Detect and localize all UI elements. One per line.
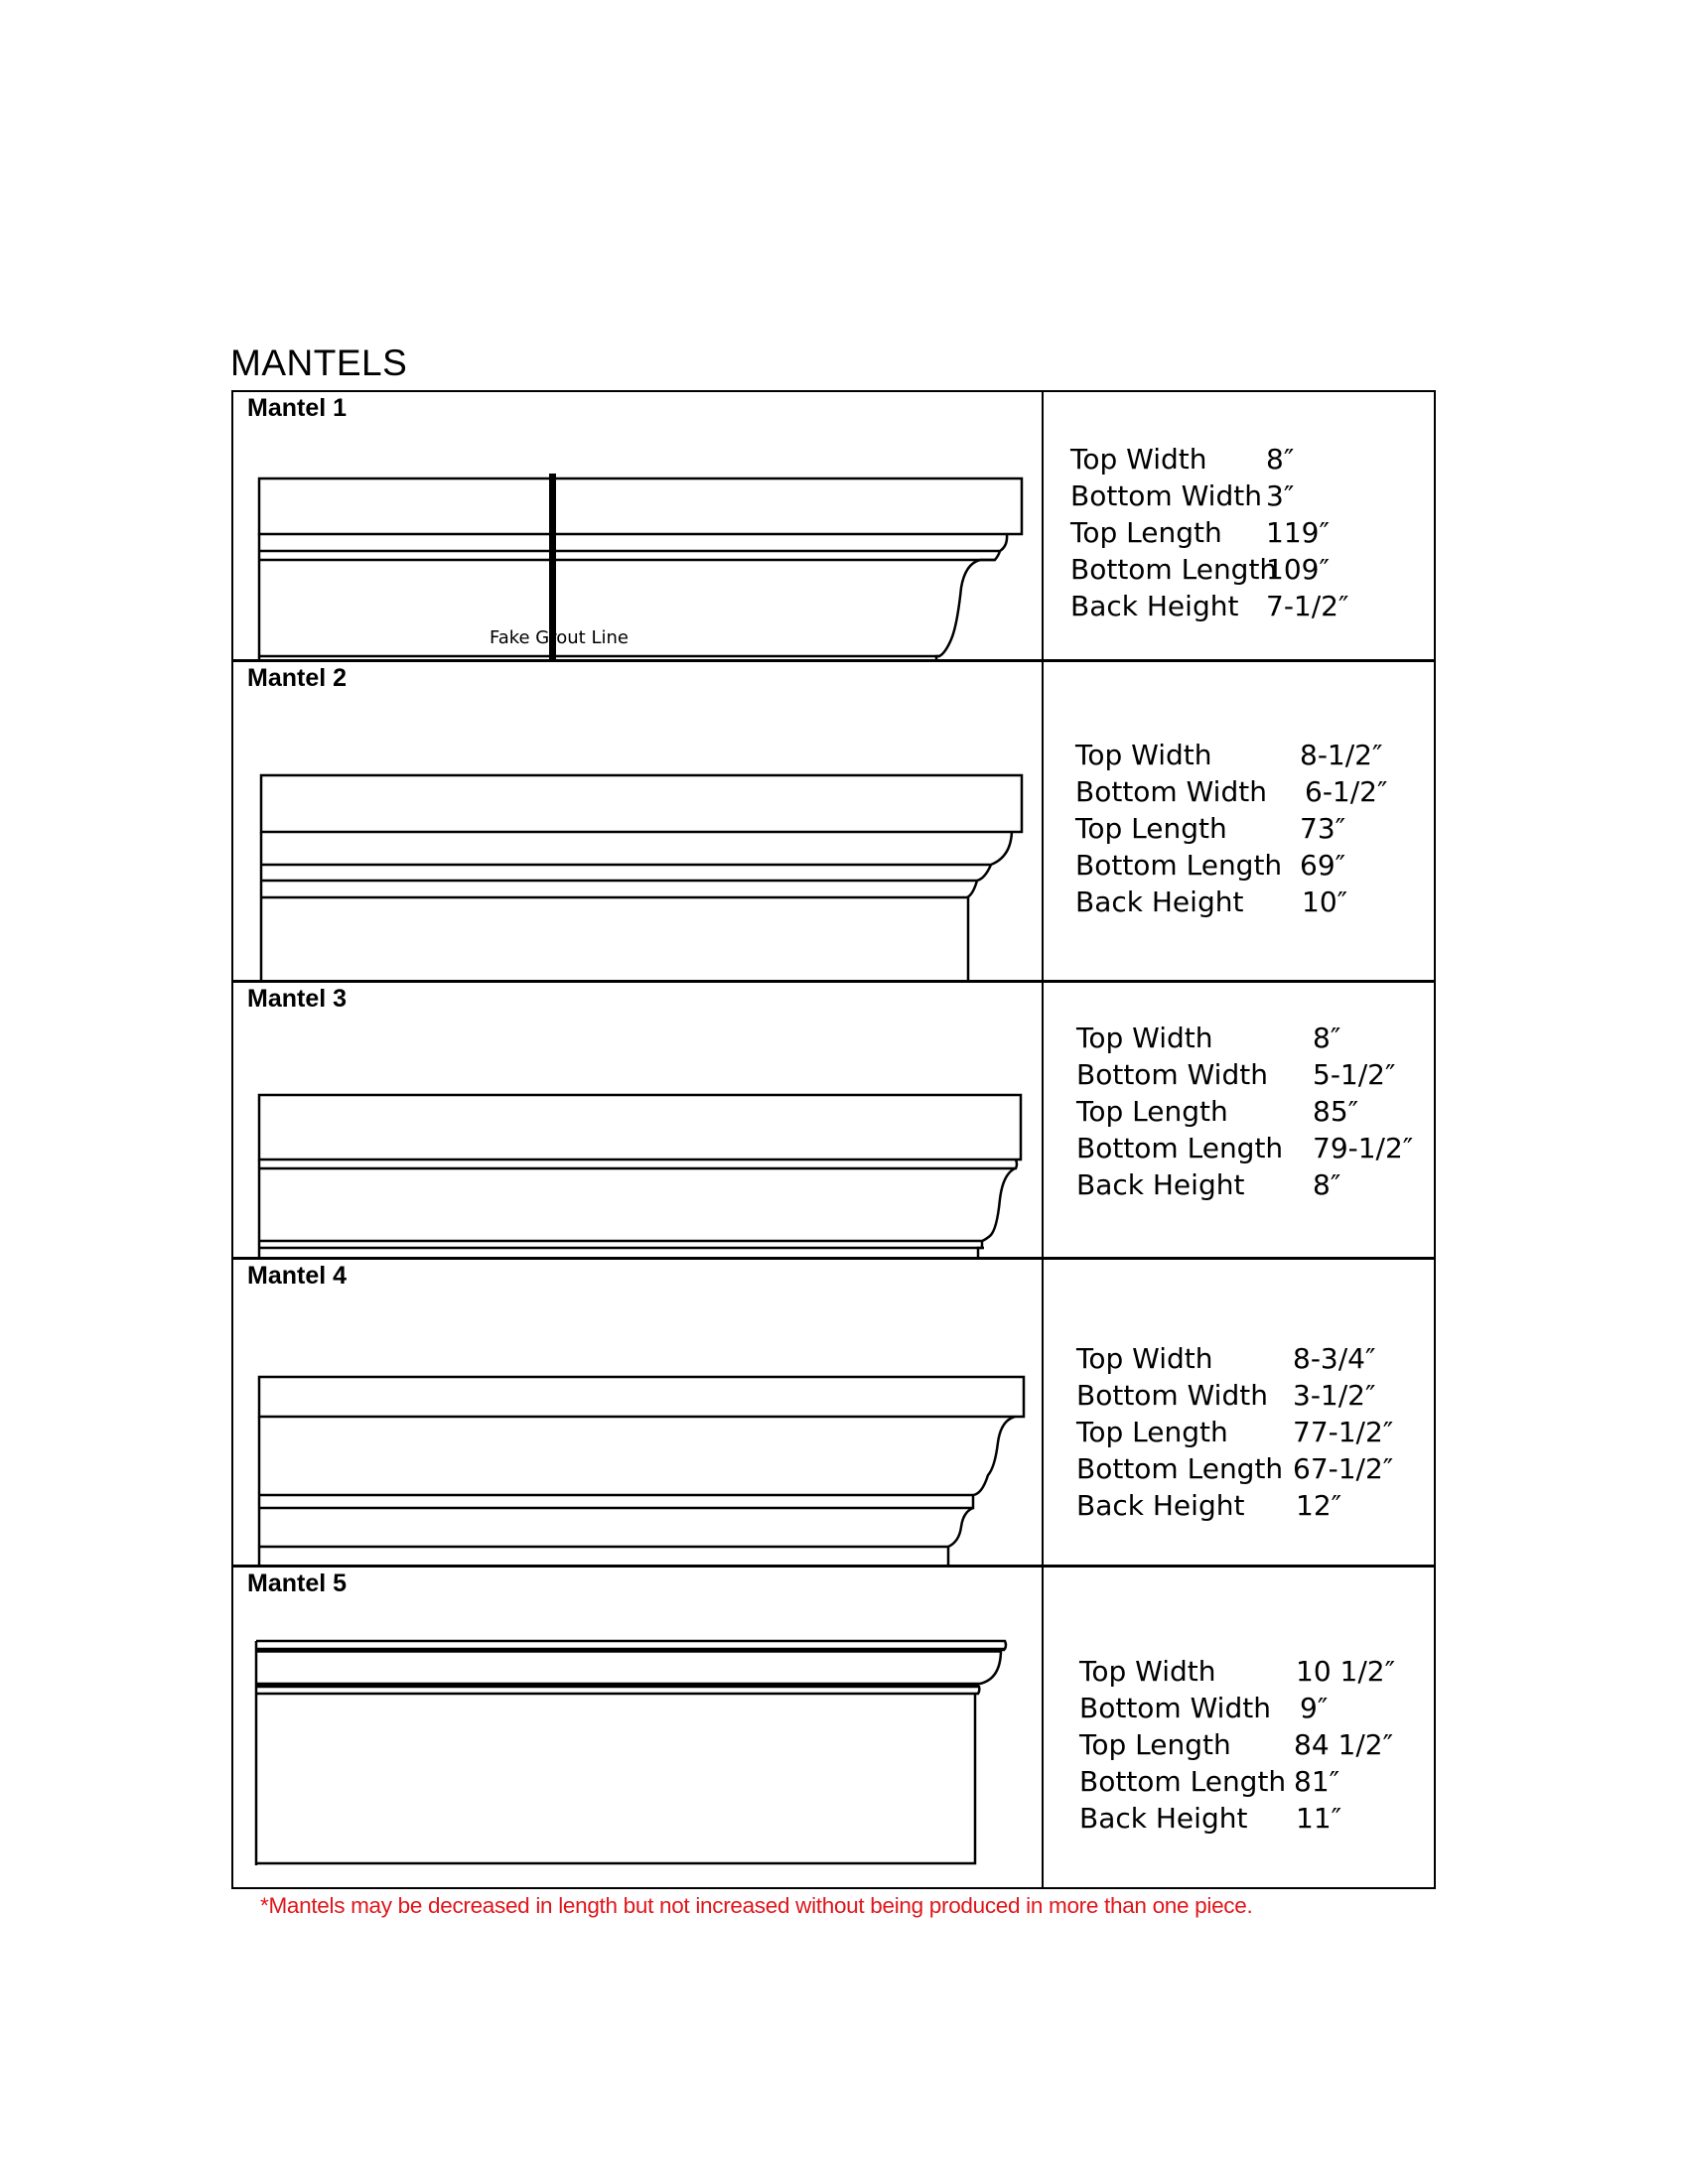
spec-value: 3″ [1266,479,1295,512]
spec-value: 8-1/2″ [1300,739,1383,771]
mantels-table [231,390,1436,1889]
spec-row [1076,1056,1413,1093]
spec-name: Bottom Length [1076,1132,1284,1164]
spec-row [1076,1340,1393,1377]
spec-value: 10″ [1302,886,1348,918]
spec-row [1076,1377,1393,1414]
spec-name: Bottom Length [1079,1765,1287,1798]
spec-value: 5-1/2″ [1313,1058,1396,1091]
mantel-row-2 [233,659,1434,980]
mantel-4-specs-cell [1044,1260,1434,1565]
mantel-1-label: Mantel 1 [247,394,348,422]
spec-name: Bottom Length [1075,849,1283,882]
mantel-4-specs [1076,1340,1393,1524]
spec-value: 69″ [1300,849,1346,882]
spec-row [1070,588,1348,624]
spec-row [1070,441,1348,478]
spec-value: 77-1/2″ [1293,1416,1394,1448]
mantel-3-profile-drawing [233,983,1044,1260]
mantel-5-specs [1079,1653,1395,1837]
spec-name: Bottom Width [1079,1692,1271,1724]
footnote: *Mantels may be decreased in length but not increased without being produced in more than one piece. [260,1893,1253,1918]
spec-value: 6-1/2″ [1305,775,1388,808]
spec-value: 85″ [1313,1095,1359,1128]
spec-value: 8″ [1266,443,1295,476]
mantel-2-label: Mantel 2 [247,664,348,692]
spec-name: Top Length [1076,1416,1228,1448]
mantel-4-label: Mantel 4 [247,1262,348,1290]
spec-row [1076,1093,1413,1130]
spec-row [1075,847,1387,884]
spec-row [1079,1653,1395,1690]
spec-value: 3-1/2″ [1293,1379,1376,1412]
spec-name: Top Width [1075,739,1212,771]
mantel-3-specs [1076,1020,1413,1203]
mantel-1-specs-cell [1044,392,1434,661]
fake-grout-line-label: Fake Grout Line [490,627,629,648]
mantel-1-specs [1070,441,1348,624]
spec-name: Top Length [1070,516,1222,549]
spec-value: 8″ [1313,1168,1341,1201]
spec-name: Bottom Width [1076,1379,1268,1412]
spec-name: Bottom Width [1075,775,1267,808]
spec-value: 7-1/2″ [1266,590,1349,622]
mantel-2-specs [1075,737,1387,920]
spec-name: Top Length [1075,812,1227,845]
spec-name: Top Width [1079,1655,1216,1688]
spec-value: 10 1/2″ [1296,1655,1396,1688]
spec-name: Top Length [1079,1728,1231,1761]
mantel-2-profile-drawing [233,662,1044,983]
spec-name: Top Length [1076,1095,1228,1128]
page-title: MANTELS [230,342,408,383]
spec-name: Back Height [1070,590,1239,622]
mantel-2-specs-cell [1044,662,1434,980]
spec-row [1079,1690,1395,1726]
mantel-row-1 [233,392,1434,661]
mantel-4-drawing-cell [233,1260,1044,1565]
spec-value: 119″ [1266,516,1330,549]
spec-row [1070,478,1348,514]
spec-value: 8-3/4″ [1293,1342,1376,1375]
spec-row [1076,1166,1413,1203]
mantel-row-4 [233,1257,1434,1565]
mantel-row-3 [233,980,1434,1257]
spec-row [1075,773,1387,810]
spec-row [1076,1414,1393,1450]
spec-value: 81″ [1294,1765,1340,1798]
spec-row [1076,1450,1393,1487]
spec-row [1079,1726,1395,1763]
spec-row [1075,884,1387,920]
mantel-5-profile-drawing [233,1568,1044,1890]
spec-name: Back Height [1075,886,1244,918]
spec-value: 73″ [1300,812,1346,845]
spec-name: Back Height [1079,1802,1248,1835]
spec-value: 79-1/2″ [1313,1132,1414,1164]
spec-value: 109″ [1266,553,1330,586]
spec-name: Back Height [1076,1489,1245,1522]
spec-row [1076,1020,1413,1056]
spec-name: Top Width [1070,443,1207,476]
spec-name: Bottom Width [1070,479,1262,512]
spec-value: 11″ [1296,1802,1342,1835]
mantel-1-drawing-cell [233,392,1044,661]
spec-row [1079,1763,1395,1800]
mantel-2-drawing-cell [233,662,1044,980]
mantel-3-label: Mantel 3 [247,985,348,1013]
mantel-1-profile-drawing [233,392,1044,661]
spec-row [1070,551,1348,588]
spec-row [1075,810,1387,847]
mantel-5-specs-cell [1044,1568,1434,1887]
mantel-4-profile-drawing [233,1260,1044,1568]
spec-row [1076,1130,1413,1166]
spec-row [1075,737,1387,773]
mantel-3-specs-cell [1044,983,1434,1257]
spec-value: 67-1/2″ [1293,1452,1394,1485]
spec-row [1076,1487,1393,1524]
spec-row [1079,1800,1395,1837]
mantel-5-label: Mantel 5 [247,1570,348,1597]
spec-name: Bottom Length [1076,1452,1284,1485]
mantel-row-5 [233,1565,1434,1887]
spec-name: Bottom Length [1070,553,1278,586]
spec-name: Back Height [1076,1168,1245,1201]
mantel-3-drawing-cell [233,983,1044,1257]
spec-value: 84 1/2″ [1294,1728,1394,1761]
spec-value: 12″ [1296,1489,1342,1522]
spec-value: 8″ [1313,1022,1341,1054]
spec-name: Top Width [1076,1342,1213,1375]
mantel-5-drawing-cell [233,1568,1044,1887]
spec-row [1070,514,1348,551]
spec-name: Top Width [1076,1022,1213,1054]
spec-name: Bottom Width [1076,1058,1268,1091]
spec-value: 9″ [1300,1692,1329,1724]
